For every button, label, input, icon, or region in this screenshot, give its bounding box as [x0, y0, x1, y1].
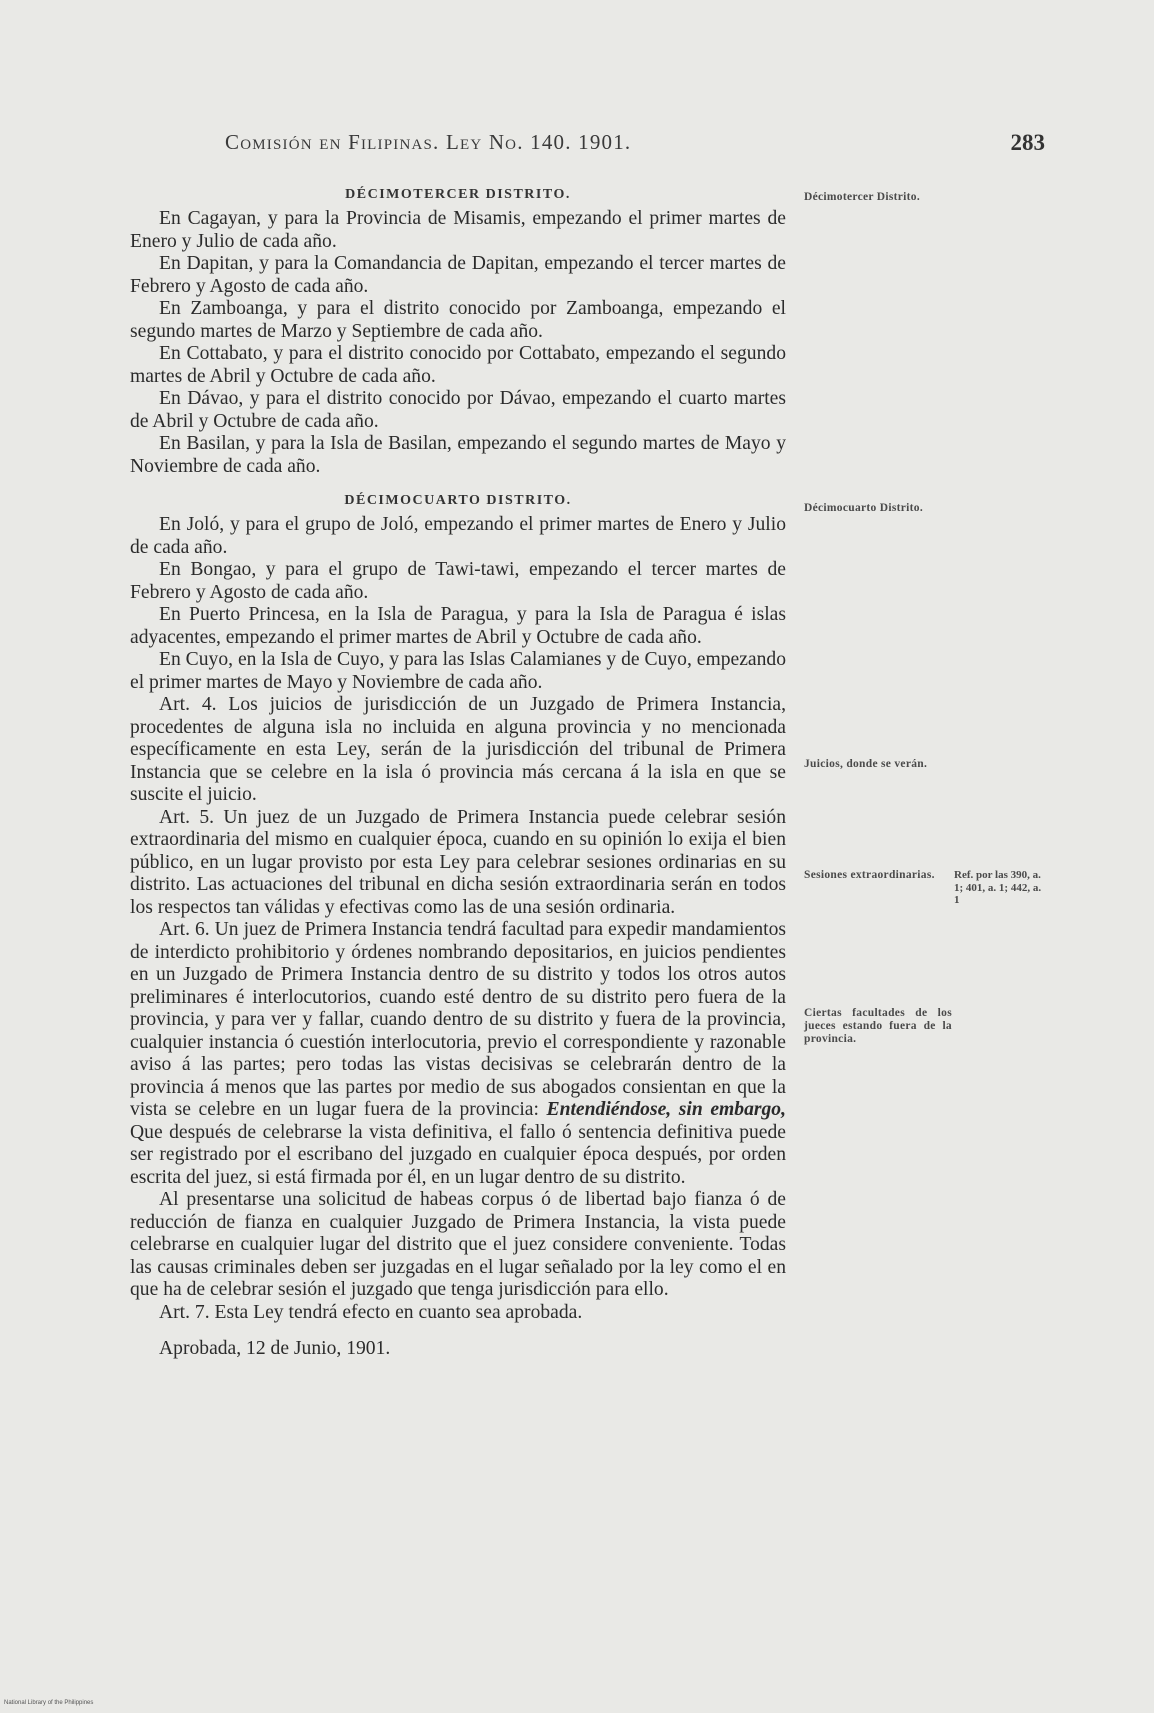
article-4: Art. 4. Los juicios de jurisdicción de un Juzgado de Primera Instancia, procedentes de alguna isla no incluida en alguna provincia y no mencionada específicamente en esta Ley, serán de la jurisdicción del tribunal de Primera Instancia que se celebre en la isla ó provincia más cercana á la isla en que se suscite el juicio.: [130, 694, 786, 805]
section-heading-13: DÉCIMOTERCER DISTRITO.: [345, 187, 571, 202]
article-6-text-a: Art. 6. Un juez de Primera Instancia tendrá facultad para expedir mandamientos de interdicto prohibitorio y órdenes nombrando depositarios, en juicios pendientes en un Juzgado de Primera Instancia dentro de su distrito y todos los otros autos preliminares é interlocutorios, cuando esté dentro de su distrito pero fuera de la provincia, y para ver y fallar, cuando dentro de su distrito y fuera de la provincia, cualquier instancia ó cuestión interlocutoria, previo el correspondiente y razonable aviso á las partes; pero todas las vistas decisivas se celebrarán dentro de la provincia á menos que las partes por medio de sus abogados consientan en que la vista se celebre en un lugar fuera de la provincia:: [130, 919, 786, 1120]
main-text-column: [130, 180, 786, 1361]
article-6-text-b: Que después de celebrarse la vista definitiva, el fallo ó sentencia definitiva puede ser registrado por el escribano del juzgado en cualquier época después, por orden escrita del juez, si está firmada por él, en un lugar dentro de su distrito.: [130, 1121, 786, 1188]
paragraph-zamboanga: En Zamboanga, y para el distrito conocido por Zamboanga, empezando el segundo martes de Marzo y Septiembre de cada año.: [130, 298, 786, 342]
paragraph-dapitan: En Dapitan, y para la Comandancia de Dapitan, empezando el tercer martes de Febrero y Agosto de cada año.: [130, 253, 786, 297]
article-5: Art. 5. Un juez de un Juzgado de Primera Instancia puede celebrar sesión extraordinaria del mismo en cualquier época, cuando en su opinión lo exija el bien público, en un lugar provisto por esta Ley para celebrar sesiones ordinarias en su distrito. Las actuaciones del tribunal en dicha sesión extraordinaria serán en todos los respectos tan válidas y efectivas como las de una sesión ordinaria.: [130, 806, 786, 918]
paragraph-puerto-princesa: En Puerto Princesa, en la Isla de Paragua, y para la Isla de Paragua é islas adyacentes, empezando el primer martes de Abril y Octubre de cada año.: [130, 604, 786, 648]
approval-date: Aprobada, 12 de Junio, 1901.: [159, 1338, 391, 1359]
article-7: Art. 7. Esta Ley tendrá efecto en cuanto sea aprobada.: [159, 1301, 583, 1323]
article-6: [130, 919, 786, 1189]
library-footer: National Library of the Philippines: [4, 1700, 94, 1706]
running-head: Comisión en Filipinas. Ley No. 140. 1901.: [225, 130, 632, 154]
paragraph-cagayan: En Cagayan, y para la Provincia de Misamis, empezando el primer martes de Enero y Julio de cada año.: [130, 208, 786, 252]
paragraph-basilan: En Basilan, y para la Isla de Basilan, empezando el segundo martes de Mayo y Noviembre de cada año.: [130, 433, 786, 477]
sidenote-facultades: Ciertas facultades de los jueces estando fuera de la provincia.: [804, 1007, 952, 1045]
article-6-habeas: Al presentarse una solicitud de habeas corpus ó de libertad bajo fianza ó de reducción de fianza en cualquier Juzgado de Primera Instancia, la vista puede celebrarse en cualquier lugar del distrito que el juez considere conveniente. Todas las causas criminales deben ser juzgadas en el lugar señalado por la ley como el en que ha de celebrar sesión el juzgado que tenga jurisdicción para ello.: [130, 1189, 786, 1300]
paragraph-cottabato: En Cottabato, y para el distrito conocido por Cottabato, empezando el segundo martes de Abril y Octubre de cada año.: [130, 343, 786, 387]
article-6-proviso: Entendiéndose, sin embargo,: [546, 1099, 786, 1120]
section-heading-14: DÉCIMOCUARTO DISTRITO.: [344, 493, 572, 508]
sidenote-juicios: Juicios, donde se verán.: [804, 758, 928, 770]
sidenote-reference: Ref. por las 390, a. 1; 401, a. 1; 442, a. 1: [954, 869, 1042, 906]
page-number: 283: [1010, 130, 1045, 155]
paragraph-bongao: En Bongao, y para el grupo de Tawi-tawi, empezando el tercer martes de Febrero y Agosto de cada año.: [130, 559, 786, 603]
paragraph-davao: En Dávao, y para el distrito conocido por Dávao, empezando el cuarto martes de Abril y Octubre de cada año.: [130, 388, 786, 432]
sidenote-sesiones: Sesiones extraordinarias.: [804, 869, 935, 881]
paragraph-cuyo: En Cuyo, en la Isla de Cuyo, y para las Islas Calamianes y de Cuyo, empezando el primer martes de Mayo y Noviembre de cada año.: [130, 649, 786, 693]
sidenote-decimotercer: Décimotercer Distrito.: [804, 191, 921, 203]
sidenote-decimocuarto: Décimocuarto Distrito.: [804, 502, 924, 514]
page-header: [225, 130, 1045, 164]
paragraph-jolo: En Joló, y para el grupo de Joló, empezando el primer martes de Enero y Julio de cada año.: [130, 514, 786, 558]
